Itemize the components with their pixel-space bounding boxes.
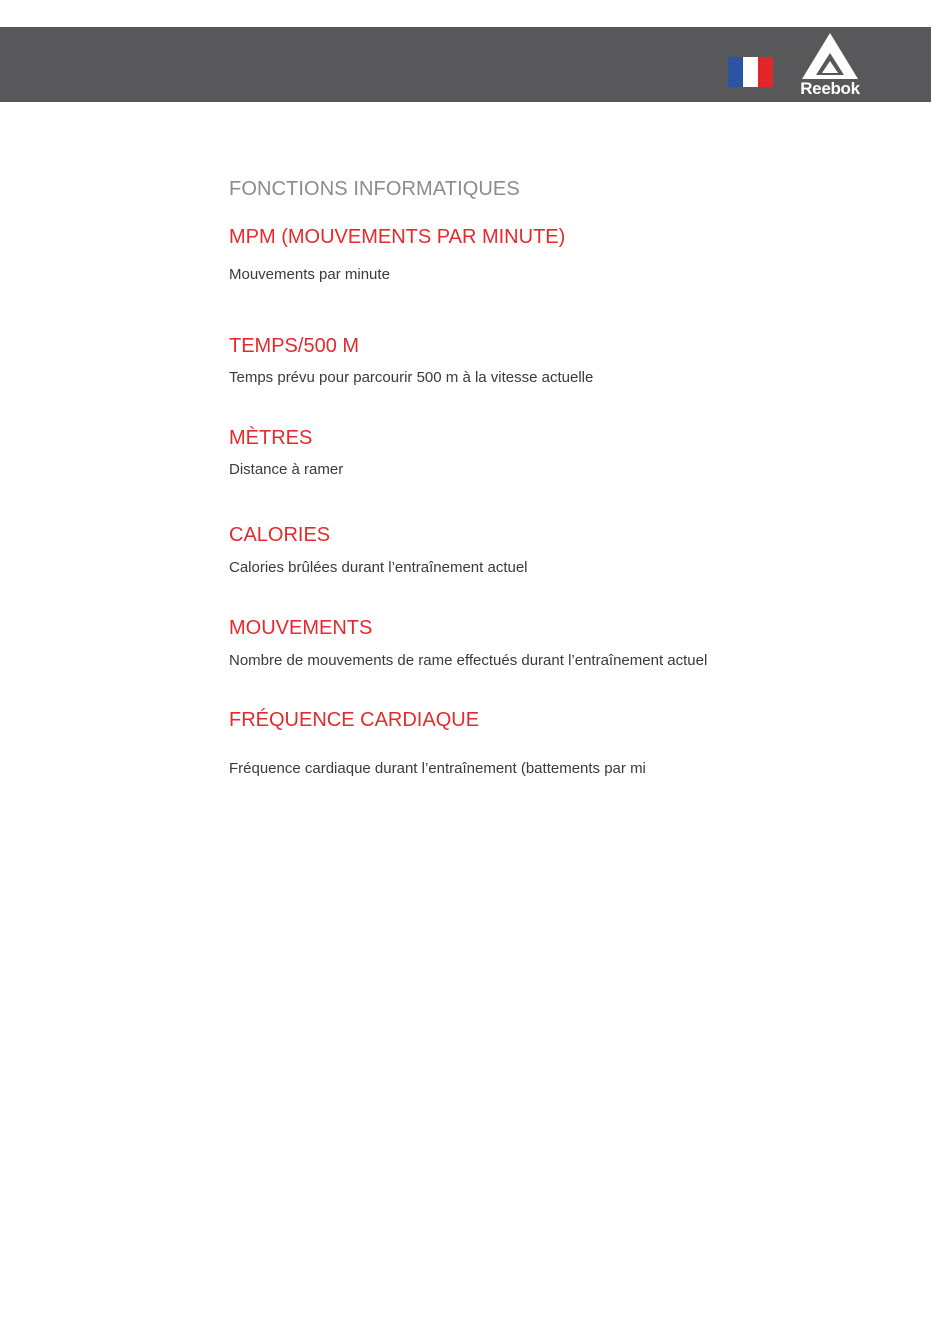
item-heading-metres: MÈTRES bbox=[229, 427, 313, 449]
item-heading-mpm: MPM (MOUVEMENTS PAR MINUTE) bbox=[229, 226, 566, 248]
item-description-calories: Calories brûlées durant l’entraînement actuel bbox=[229, 559, 528, 576]
item-heading-temps: TEMPS/500 M bbox=[229, 335, 360, 357]
item-description-frequence: Fréquence cardiaque durant l’entraînement (battements par mi bbox=[229, 760, 646, 777]
item-description-metres: Distance à ramer bbox=[229, 461, 344, 478]
item-heading-calories: CALORIES bbox=[229, 524, 331, 546]
item-description-mpm: Mouvements par minute bbox=[229, 266, 390, 283]
item-description-temps: Temps prévu pour parcourir 500 m à la vitesse actuelle bbox=[229, 369, 594, 386]
flag-france-icon bbox=[728, 57, 773, 87]
item-description-mouvements: Nombre de mouvements de rame effectués durant l’entraînement actuel bbox=[229, 652, 708, 669]
reebok-delta-logo-icon bbox=[800, 31, 860, 81]
section-title: FONCTIONS INFORMATIQUES bbox=[229, 178, 520, 200]
item-heading-frequence: FRÉQUENCE CARDIAQUE bbox=[229, 709, 480, 731]
reebok-logo bbox=[792, 31, 868, 101]
item-heading-mouvements: MOUVEMENTS bbox=[229, 617, 373, 639]
logo-wordmark: Reebok bbox=[800, 79, 860, 98]
